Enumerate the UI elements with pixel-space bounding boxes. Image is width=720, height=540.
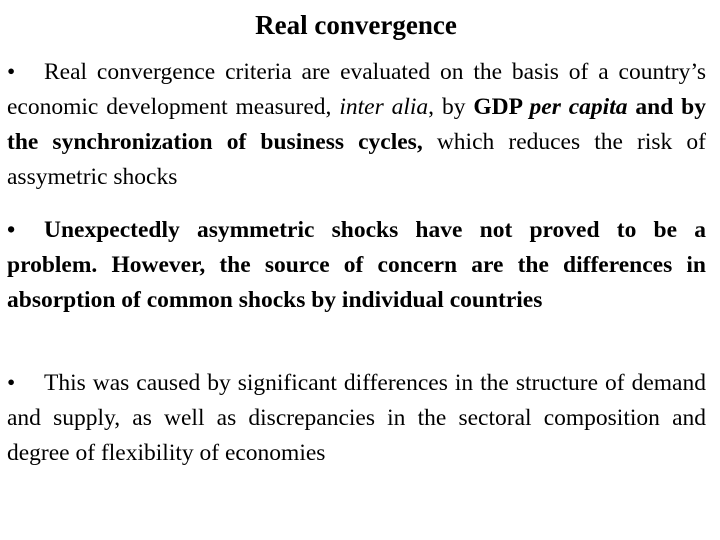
- paragraph-1-bold-synchronization: and by the synchronization of business cycles,: [7, 94, 706, 155]
- paragraph-1-text: Real convergence criteria are evaluated on the basis of a country’s economic development measured,: [7, 59, 706, 120]
- paragraph-1-text-3: which reduces the risk of assymetric shocks: [7, 129, 706, 190]
- paragraph-1-italic-inter-alia: inter alia: [339, 94, 429, 120]
- bullet-paragraph-3: [7, 366, 706, 471]
- paragraph-1-bold-italic-per-capita: per capita: [529, 94, 628, 120]
- bullet-marker: •: [7, 217, 16, 243]
- bullet-marker: •: [7, 370, 16, 396]
- paragraph-2-text: Unexpectedly asymmetric shocks have not proved to be a problem. However, the source of concern are the differences in absorption of common shocks by individual countries: [7, 217, 706, 313]
- bullet-paragraph-2: [7, 213, 706, 318]
- bullet-paragraph-1: [7, 55, 706, 195]
- paragraph-1-bold-gdp: GDP: [473, 94, 530, 120]
- paragraph-1-text-2: , by: [428, 94, 474, 120]
- bullet-marker: •: [7, 59, 16, 85]
- paragraph-3-text: This was caused by significant differences in the structure of demand and supply, as well as discrepancies in the sectoral composition and degree of flexibility of economies: [7, 370, 706, 466]
- slide-title: Real convergence: [255, 10, 457, 40]
